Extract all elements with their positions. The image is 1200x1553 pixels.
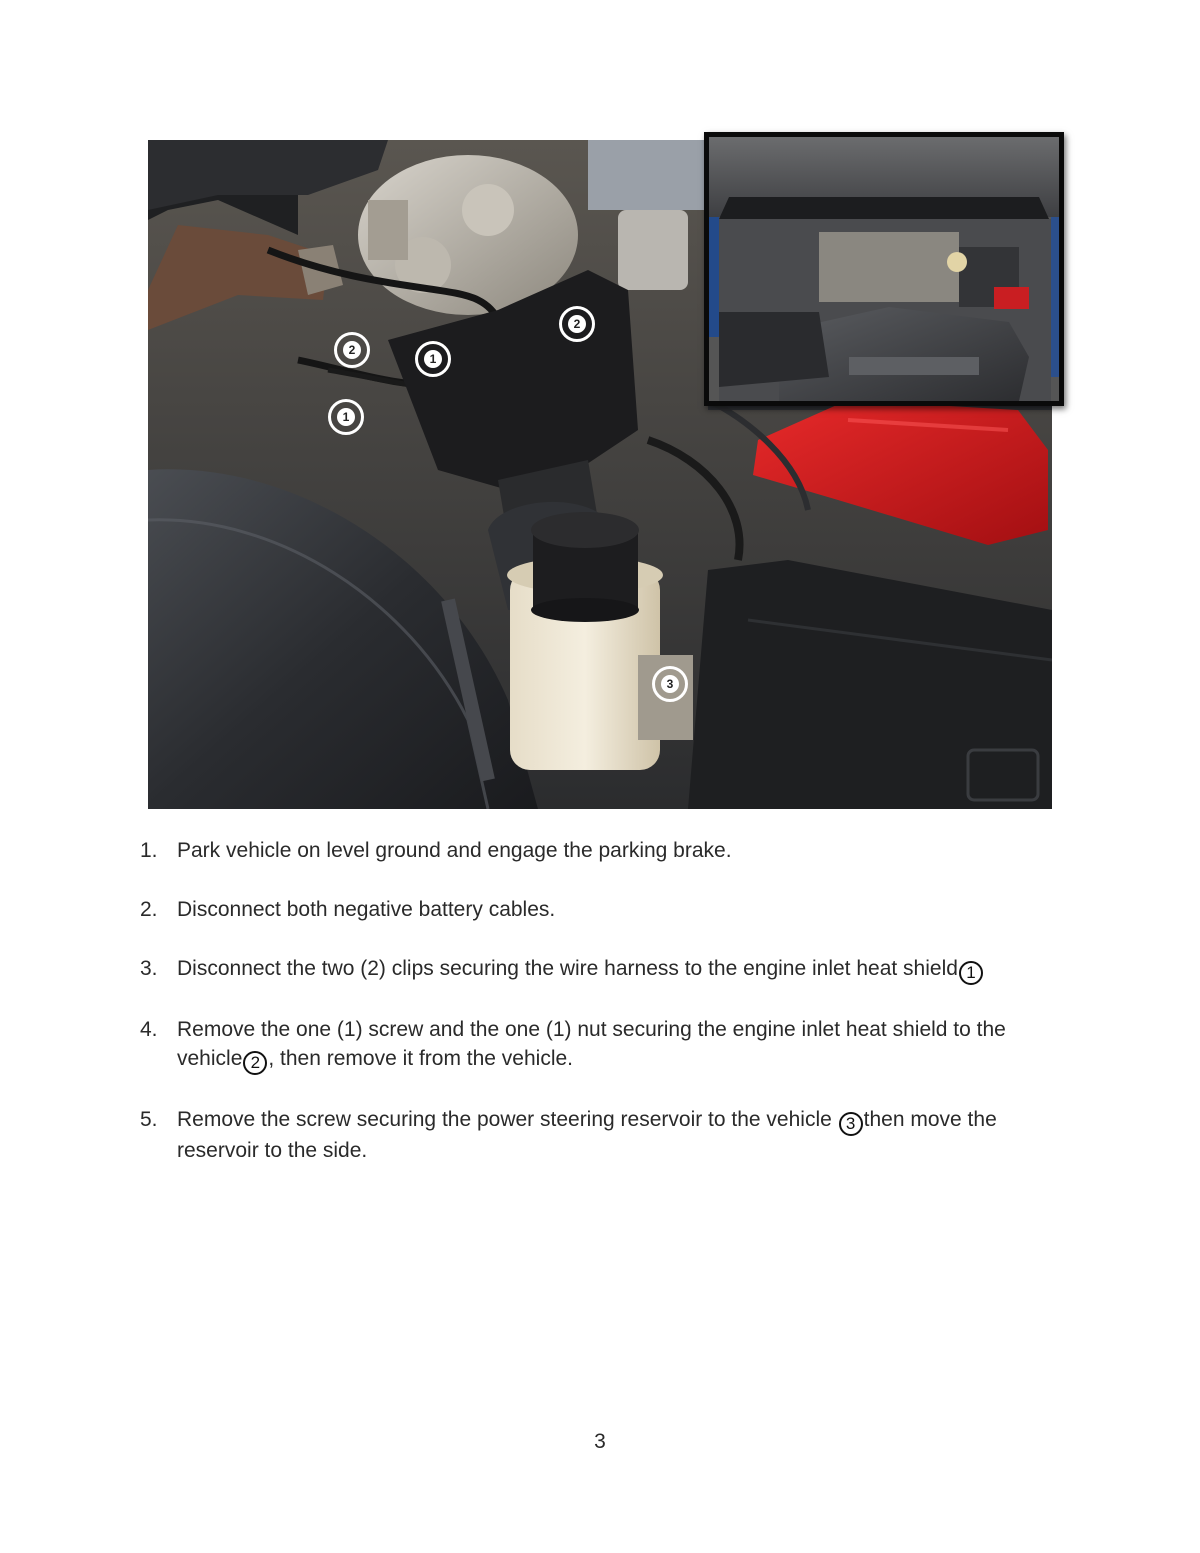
callout-2-right [559,306,595,342]
callout-reference: 2 [243,1051,267,1075]
step-text: Park vehicle on level ground and engage the parking brake. [177,839,732,862]
step-number: 2. [140,898,158,921]
step-text: Remove the one (1) screw and the one (1) nut securing the engine inlet heat shield to the vehicle [177,1018,1006,1070]
callout-3 [652,666,688,702]
instruction-steps [140,836,1060,1195]
step-item [140,1105,1060,1165]
step-item [140,836,1060,865]
step-text: Disconnect both negative battery cables. [177,898,556,921]
step-number: 5. [140,1108,158,1131]
callout-reference: 3 [839,1112,863,1136]
step-number: 1. [140,839,158,862]
step-text-continued: , then remove it from the vehicle. [268,1047,574,1070]
step-item [140,1015,1060,1075]
step-number: 4. [140,1018,158,1041]
callout-number: 1 [424,350,442,368]
callout-1-upper [415,341,451,377]
callout-number: 2 [343,341,361,359]
page-number: 3 [594,1430,606,1453]
callout-2-left [334,332,370,368]
step-item [140,954,1060,985]
step-item [140,895,1060,924]
callout-number: 3 [661,675,679,693]
callout-number: 1 [337,408,355,426]
step-text-continued: then move the reservoir to the side. [177,1108,997,1162]
step-text: Remove the screw securing the power steering reservoir to the vehicle [177,1108,832,1131]
truck-overview-illustration [709,137,1059,401]
callout-reference: 1 [959,961,983,985]
callout-1-lower [328,399,364,435]
truck-overview-inset [704,132,1064,406]
step-number: 3. [140,957,158,980]
callout-number: 2 [568,315,586,333]
step-text: Disconnect the two (2) clips securing the wire harness to the engine inlet heat shield [177,957,958,980]
